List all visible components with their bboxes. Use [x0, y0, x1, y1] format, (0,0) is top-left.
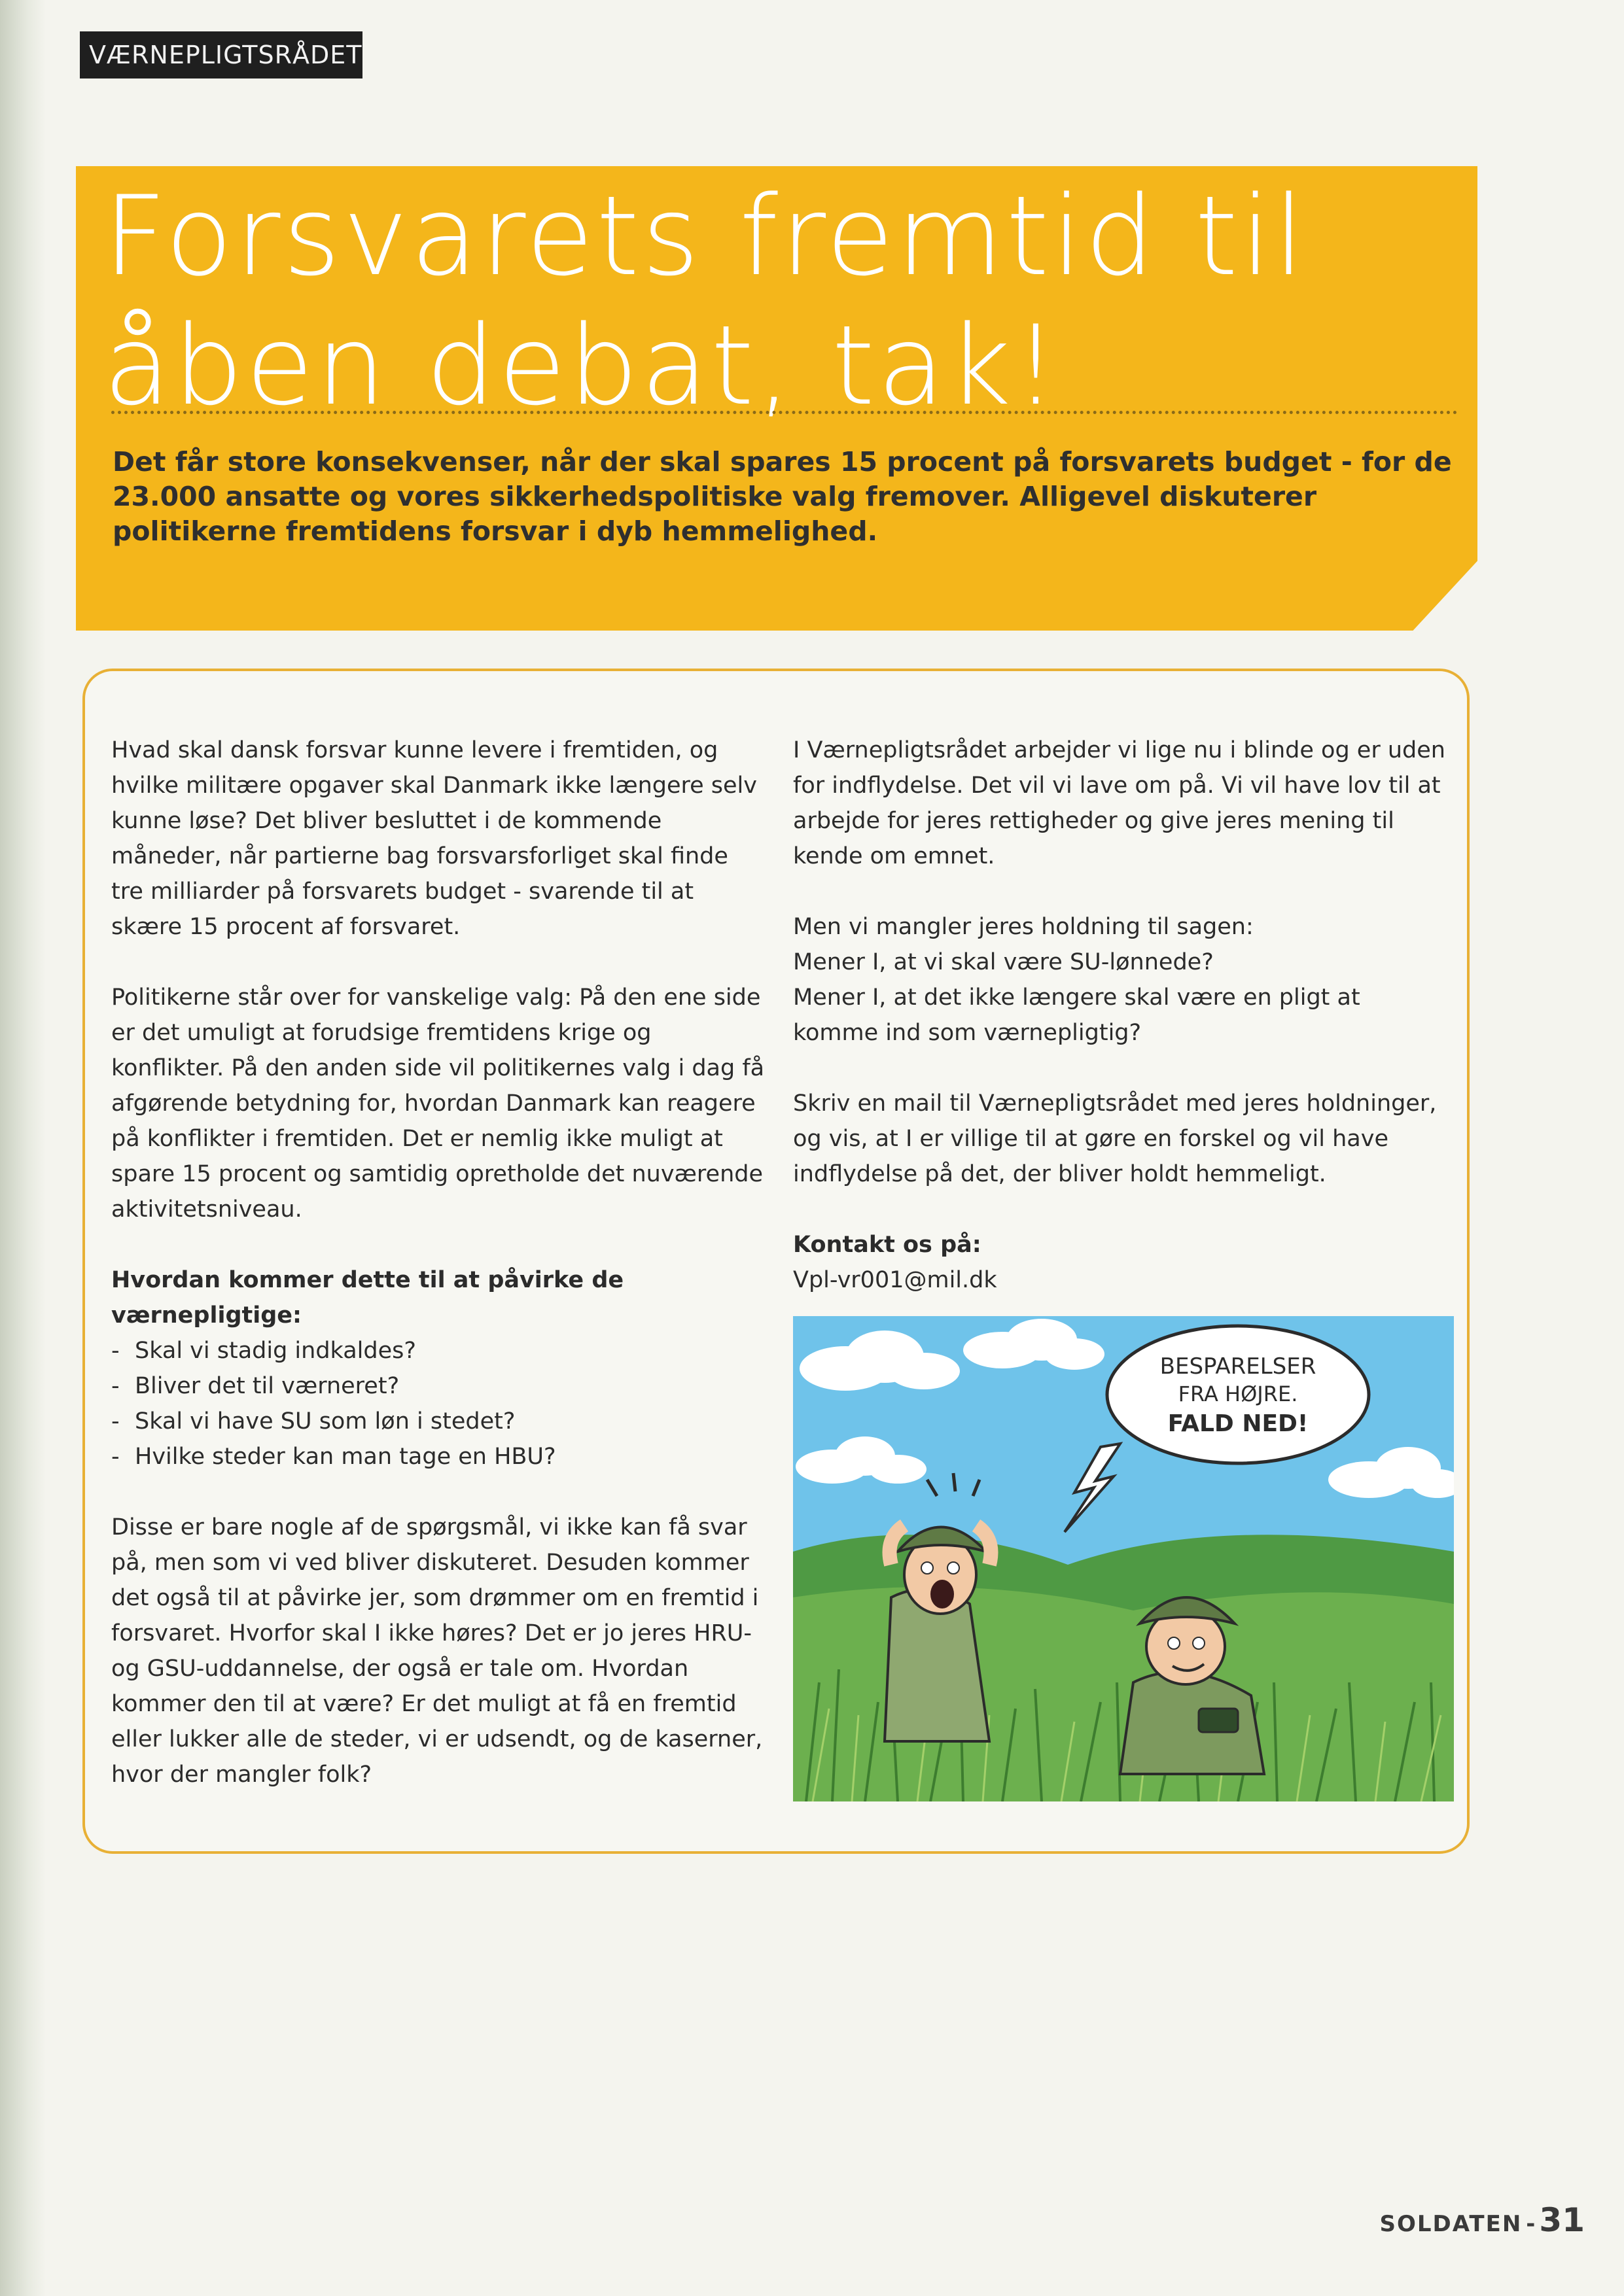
left-paragraph-2: Politikerne står over for vanskelige valg: På den ene side er det umuligt at forudsige fremtidens krige og konflikter. På den anden side vil politikernes valg i dag få afgørende betydning for, hvordan Danmark kan reagere på konflikter i fremtiden. Det er nemlig ikke muligt at spare 15 procent og samtidig opretholde det nuværende aktivitetsniveau.	[111, 984, 765, 1223]
question-item	[111, 1333, 766, 1368]
headline: Forsvarets fremtid til åben debat, tak!	[103, 172, 1307, 430]
right-paragraph-2	[793, 909, 1447, 1051]
right-question-2: Mener I, at det ikke længere skal være en pligt at komme ind som værnepligtig?	[793, 984, 1360, 1046]
right-paragraph-3: Skriv en mail til Værnepligtsrådet med jeres holdninger, og vis, at I er villige til at gøre en forskel og vil have indflydelse på det, der bliver holdt hemmeligt.	[793, 1090, 1437, 1187]
right-intro: Men vi mangler jeres holdning til sagen:	[793, 914, 1254, 940]
right-column	[793, 733, 1447, 1333]
page-number: 31	[1539, 2201, 1585, 2239]
dotted-divider	[111, 411, 1458, 414]
dash-bullet: -	[111, 1444, 120, 1470]
question-text: Skal vi stadig indkaldes?	[135, 1338, 416, 1364]
dash-bullet: -	[111, 1338, 120, 1364]
dash-bullet: -	[111, 1373, 120, 1399]
dash-bullet: -	[111, 1408, 120, 1435]
question-item	[111, 1404, 766, 1439]
question-list	[111, 1333, 766, 1474]
magazine-name: SOLDATEN	[1379, 2211, 1523, 2237]
lede-text: Det får store konsekvenser, når der skal spares 15 procent på forsvarets budget - for de 23.000 ansatte og vores sikkerhedspolitiske valg fremover. Alligevel diskuterer politikerne fremtidens forsvar i dyb hemmelighed.	[113, 446, 1452, 547]
left-paragraph-3: Disse er bare nogle af de spørgsmål, vi ikke kan få svar på, men som vi ved bliver diskuteret. Desuden kommer det også til at påvirke jer, som drømmer om en fremtid i forsvaret. Hvorfor skal I ikke høres? Det er jo jeres HRU- og GSU-uddannelse, der også er tale om. Hvordan kommer den til at være? Er det muligt at få en fremtid eller lukker alle de steder, vi er udsendt, og de kaserner, hvor der mangler folk?	[111, 1514, 763, 1788]
left-column	[111, 733, 766, 1828]
right-paragraph-1: I Værnepligtsrådet arbejder vi lige nu i blinde og er uden for indflydelse. Det vil vi lave om på. Vi vil have lov til at arbejde for jeres rettigheder og give jeres mening til kende om emnet.	[793, 737, 1445, 869]
folio-separator: -	[1526, 2211, 1536, 2237]
right-question-1: Mener I, at vi skal være SU-lønnede?	[793, 949, 1214, 975]
question-item	[111, 1368, 766, 1404]
left-paragraph-1: Hvad skal dansk forsvar kunne levere i fremtiden, og hvilke militære opgaver skal Danmark ikke længere selv kunne løse? Det bliver besluttet i de kommende måneder, når partierne bag forsvarsforliget skal finde tre milliarder på forsvarets budget - svarende til at skære 15 procent af forsvaret.	[111, 737, 757, 940]
soldier-cartoon	[793, 1316, 1454, 1801]
speech-text-line-1: BESPARELSER	[1159, 1353, 1316, 1380]
contact-title: Kontakt os på:	[793, 1232, 981, 1258]
section-tag: VÆRNEPLIGTSRÅDET	[80, 31, 362, 78]
left-subheading: Hvordan kommer dette til at påvirke de værnepligtige:	[111, 1267, 624, 1329]
speech-text-line-3: FALD NED!	[1167, 1410, 1309, 1437]
page-spine-shadow	[0, 0, 46, 2296]
speech-text-line-2: FRA HØJRE.	[1178, 1382, 1298, 1406]
question-item	[111, 1439, 766, 1474]
question-text: Skal vi have SU som løn i stedet?	[135, 1408, 516, 1435]
question-text: Bliver det til værneret?	[135, 1373, 400, 1399]
question-text: Hvilke steder kan man tage en HBU?	[135, 1444, 556, 1470]
page-folio	[1379, 2201, 1585, 2239]
contact-email[interactable]: Vpl-vr001@mil.dk	[793, 1267, 997, 1293]
contact-block	[793, 1227, 1447, 1298]
